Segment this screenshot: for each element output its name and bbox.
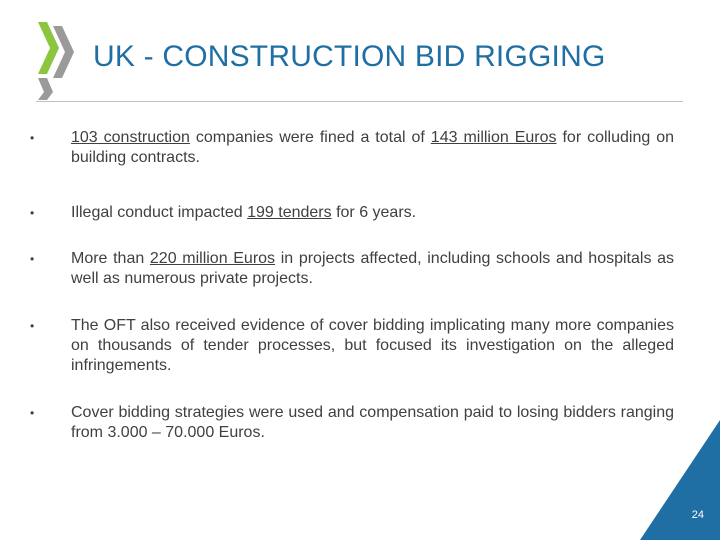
bullet-item-oft-evidence — [30, 316, 674, 376]
bullet-marker: • — [30, 206, 35, 220]
bullet-text-part: Illegal conduct impacted — [71, 204, 248, 221]
bullet-text — [71, 203, 674, 223]
bullet-text-part: in projects affected, including schools and hospitals as well as numerous private projects. — [71, 250, 675, 287]
bullet-text-part: More than — [71, 250, 150, 267]
bullet-marker: • — [30, 319, 35, 333]
corner-triangle-decoration — [640, 420, 720, 540]
bullet-text-part: 220 million Euros — [149, 250, 276, 267]
slide-title: UK - CONSTRUCTION BID RIGGING — [93, 40, 606, 73]
oecd-logo-icon — [34, 22, 80, 100]
bullet-item-projects — [30, 249, 674, 289]
bullet-marker: • — [30, 131, 35, 145]
bullet-marker: • — [30, 406, 35, 420]
bullet-text-part: for colluding on building contracts. — [71, 129, 674, 166]
title-divider — [36, 101, 683, 102]
bullet-text-part: for 6 years. — [331, 204, 417, 221]
bullet-text — [71, 249, 674, 289]
bullet-list — [30, 128, 674, 443]
bullet-text-part: Cover bidding strategies were used and compensation paid to losing bidders ranging from 3.000 – 70.000 Euros. — [71, 404, 674, 441]
bullet-item-cover-bidding — [30, 403, 674, 443]
bullet-text-part: 199 tenders — [247, 204, 332, 221]
bullet-text-part: The OFT also received evidence of cover bidding implicating many more companies on thousands of tender processes, but focused its investigation on the alleged infringements. — [71, 317, 674, 374]
bullet-text — [71, 316, 674, 376]
bullet-item-tenders — [30, 203, 674, 223]
bullet-text-part: 103 construction — [71, 129, 190, 146]
page-number: 24 — [691, 509, 704, 521]
bullet-marker: • — [30, 252, 35, 266]
bullet-text — [71, 128, 674, 168]
bullet-item-fines — [30, 128, 674, 168]
bullet-text — [71, 403, 674, 443]
bullet-text-part: companies were fined a total of — [189, 129, 431, 146]
bullet-text-part: 143 million Euros — [430, 129, 557, 146]
logo-lower-chevron-icon — [38, 78, 53, 100]
